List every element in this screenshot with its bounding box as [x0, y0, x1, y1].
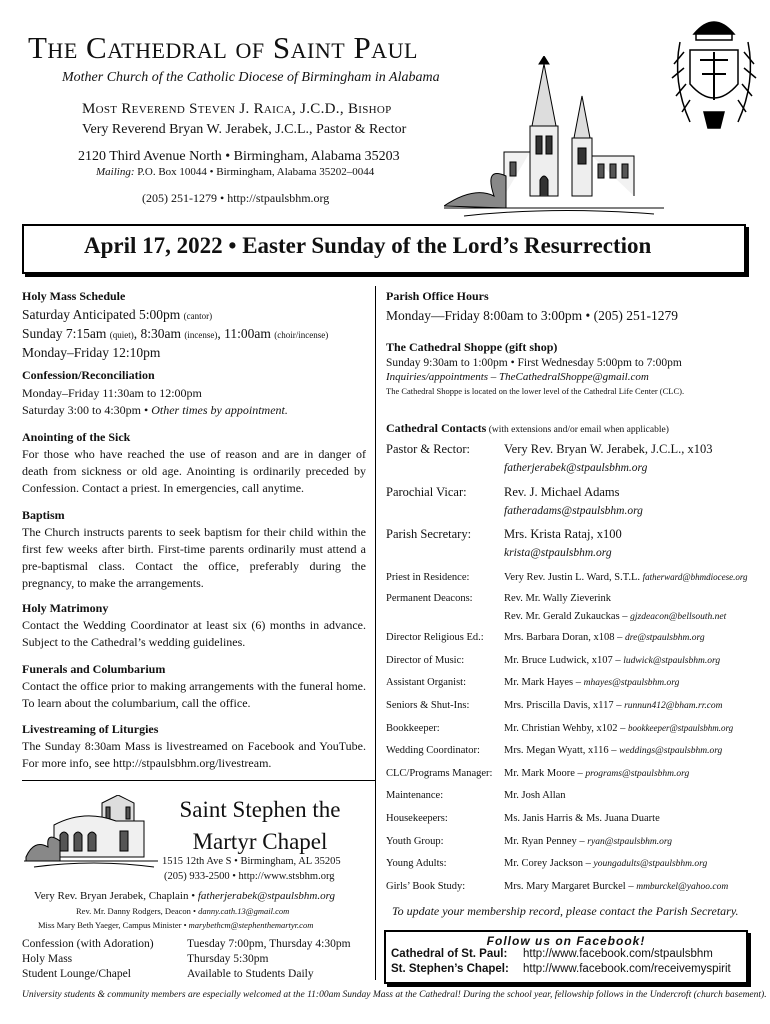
chapel-chaplain: Very Rev. Bryan Jerabek, Chaplain • fatherjerabek@stpaulsbhm.org — [34, 890, 335, 902]
shoppe-heading: The Cathedral Shoppe (gift shop) — [386, 340, 558, 354]
subtitle: Mother Church of the Catholic Diocese of Birmingham in Alabama — [62, 70, 440, 85]
anointing-section — [22, 430, 366, 497]
mailing-line — [96, 166, 374, 178]
facebook-title: Follow us on Facebook! — [486, 934, 646, 948]
confession-heading: Confession/Reconciliation — [22, 368, 155, 382]
mailing-address: P.O. Box 10044 • Birmingham, Alabama 35202–0044 — [137, 166, 375, 178]
contacts-heading: Cathedral Contacts (with extensions and/or email when applicable) — [386, 421, 669, 435]
livestream-text: The Sunday 8:30am Mass is livestreamed on Facebook and YouTube. For more info, see http://stpaulsbhm.org/livestream. — [22, 739, 366, 770]
facebook-row: St. Stephen’s Chapel: http://www.facebook.com/receivemyspirit — [391, 963, 731, 975]
facebook-row: Cathedral of St. Paul: http://www.facebook.com/stpaulsbhm — [391, 948, 713, 960]
column-divider — [375, 286, 376, 980]
office-hours: Monday—Friday 8:00am to 3:00pm • (205) 251-1279 — [386, 308, 678, 323]
baptism-section — [22, 508, 366, 592]
membership-note: To update your membership record, please contact the Parish Secretary. — [392, 904, 739, 918]
banner-text: April 17, 2022 • Easter Sunday of the Lord’s Resurrection — [84, 233, 652, 258]
mass-saturday: Saturday Anticipated 5:00pm (cantor) — [22, 307, 213, 322]
chapel-schedule-row: Student Lounge/Chapel Available to Students Daily — [22, 968, 314, 980]
rector-line: Very Reverend Bryan W. Jerabek, J.C.L., Pastor & Rector — [82, 122, 407, 137]
funerals-text: Contact the office prior to making arrangements with the funeral home. To learn about the columbarium, call the office. — [22, 679, 366, 710]
anointing-heading: Anointing of the Sick — [22, 430, 131, 444]
funerals-heading: Funerals and Columbarium — [22, 662, 166, 676]
shoppe-location: The Cathedral Shoppe is located on the lower level of the Cathedral Life Center (CLC). — [386, 386, 685, 396]
matrimony-section — [22, 601, 366, 651]
anointing-text: For those who have reached the use of reason and are in danger of death from sickness or old age. Anointing is ordinarily preceded by Confession. Contact a priest. In emergencies, call anytime. — [22, 447, 366, 495]
baptism-text: The Church instructs parents to seek baptism for their child within the first few weeks after birth. First-time parents ordinarily must attend a pre-baptismal class. Contact the office, preferably during the pregnancy, to make the arrangements. — [22, 525, 366, 590]
baptism-heading: Baptism — [22, 508, 65, 522]
footer-note: University students & community members are especially welcomed at the 11:00am Sunday Mass at the Cathedral! During the school year, fellowship follows in the Undercroft (church basement). — [22, 990, 767, 1000]
chapel-schedule-row: Holy Mass Thursday 5:30pm — [22, 953, 269, 965]
shoppe-section — [386, 340, 746, 396]
confession-section — [22, 368, 366, 419]
office-hours-section — [386, 289, 746, 324]
page-title: The Cathedral of Saint Paul — [28, 30, 418, 65]
mailing-label: Mailing: — [96, 166, 135, 178]
mass-schedule-section — [22, 289, 366, 362]
funerals-section — [22, 662, 366, 712]
shoppe-inquiries: Inquiries/appointments – TheCathedralShoppe@gmail.com — [386, 371, 649, 383]
mass-heading: Holy Mass Schedule — [22, 289, 126, 303]
chapel-illustration — [24, 795, 158, 871]
phone-web-line: (205) 251-1279 • http://stpaulsbhm.org — [142, 191, 330, 205]
mass-weekday: Monday–Friday 12:10pm — [22, 345, 161, 360]
chapel-schedule-row: Confession (with Adoration) Tuesday 7:00pm, Thursday 4:30pm — [22, 938, 351, 950]
chapel-divider — [22, 780, 375, 781]
mass-sunday: Sunday 7:15am (quiet), 8:30am (incense), 11:00am (choir/incense) — [22, 326, 329, 341]
confession-weekday: Monday–Friday 11:30am to 12:00pm — [22, 386, 202, 400]
livestream-heading: Livestreaming of Liturgies — [22, 722, 159, 736]
bishop-line: Most Reverend Steven J. Raica, J.C.D., Bishop — [82, 101, 392, 117]
matrimony-text: Contact the Wedding Coordinator at least six (6) months in advance. Subject to the Cathedral’s wedding guidelines. — [22, 618, 366, 649]
livestream-section — [22, 722, 366, 772]
facebook-link[interactable]: http://www.facebook.com/stpaulsbhm — [523, 948, 713, 960]
chapel-address: 1515 12th Ave S • Birmingham, AL 35205 — [162, 856, 341, 867]
cathedral-illustration — [444, 56, 664, 218]
confession-saturday: Saturday 3:00 to 4:30pm • Other times by appointment. — [22, 403, 288, 417]
office-heading: Parish Office Hours — [386, 289, 489, 303]
chapel-schedule — [22, 937, 372, 982]
coat-of-arms-icon — [670, 12, 758, 136]
matrimony-heading: Holy Matrimony — [22, 601, 109, 615]
shoppe-hours: Sunday 9:30am to 1:00pm • First Wednesday 5:00pm to 7:00pm — [386, 357, 682, 369]
facebook-box — [384, 930, 748, 984]
chapel-minister: Miss Mary Beth Yaeger, Campus Minister • marybethcm@stephenthemartyr.com — [38, 920, 314, 930]
chapel-phone-web: (205) 933-2500 • http://www.stsbhm.org — [164, 871, 335, 882]
facebook-link[interactable]: http://www.facebook.com/receivemyspirit — [523, 963, 731, 975]
address-line: 2120 Third Avenue North • Birmingham, Alabama 35203 — [78, 149, 400, 164]
chapel-title: Saint Stephen the Martyr Chapel — [179, 797, 341, 854]
chapel-deacon: Rev. Mr. Danny Rodgers, Deacon • danny.cath.13@gmail.com — [76, 906, 290, 916]
